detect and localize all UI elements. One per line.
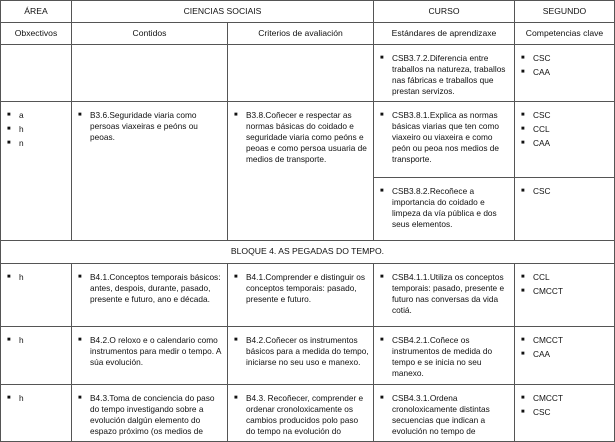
block-title: BLOQUE 4. AS PEGADAS DO TEMPO. — [1, 240, 615, 263]
column-header-contents: Contidos — [72, 23, 228, 45]
objectives-cell — [1, 263, 72, 326]
bullet-icon: ■ — [78, 111, 82, 118]
area-label: ÁREA — [1, 1, 72, 23]
contents-cell: ■ B4.1.Conceptos temporais básicos: antes, despois, durante, pasado, presente e futuro, ano e década. — [72, 263, 228, 326]
bullet-icon: ■ — [521, 273, 525, 280]
contents-cell: ■ B4.2.O reloxo e o calendario como instrumentos para medir o tempo. A súa evolución. — [72, 326, 228, 384]
column-header-objectives: Obxectivos — [1, 23, 72, 45]
bullet-icon: ■ — [7, 394, 11, 401]
bullet-icon: ■ — [7, 273, 11, 280]
bullet-icon: ■ — [380, 187, 384, 194]
column-header-row — [1, 23, 615, 45]
bullet-icon: ■ — [380, 111, 384, 118]
criteria-cell: ■ B3.8.Coñecer e respectar as normas básicas do coidado e seguridade viaria como peóns e peoas e como persoa usuaria de medios de transporte. — [228, 101, 374, 240]
list-item: ■ CSC — [521, 185, 551, 196]
bullet-icon: ■ — [521, 69, 525, 75]
list-item: ■ h — [7, 271, 24, 282]
subject-title: CIENCIAS SOCIAIS — [72, 1, 374, 23]
list-item: ■ CMCCT — [521, 392, 563, 403]
bullet-icon: ■ — [380, 55, 384, 61]
table-row — [1, 101, 615, 177]
competences-cell — [515, 101, 615, 177]
competences-cell — [515, 384, 615, 441]
bullet-icon: ■ — [521, 55, 525, 61]
contents-cell: ■ B3.6.Seguridade viaria como persoas viaxeiras e peóns ou peoas. — [72, 101, 228, 240]
objectives-cell — [1, 326, 72, 384]
bullet-icon: ■ — [521, 111, 525, 118]
bullet-icon: ■ — [7, 336, 11, 343]
list-item: ■ CSC — [521, 406, 551, 417]
list-item: ■ CMCCT — [521, 285, 563, 296]
list-item: ■ n — [7, 137, 24, 148]
table-row — [1, 263, 615, 326]
objectives-cell — [1, 101, 72, 240]
objectives-cell — [1, 45, 72, 102]
contents-cell — [72, 45, 228, 102]
bullet-icon: ■ — [521, 336, 525, 343]
block-row — [1, 240, 615, 263]
bullet-icon: ■ — [380, 273, 384, 280]
list-item: ■ CMCCT — [521, 334, 563, 345]
competences-cell — [515, 326, 615, 384]
bullet-icon: ■ — [521, 139, 525, 146]
bullet-icon: ■ — [234, 336, 238, 343]
list-item: ■ h — [7, 392, 24, 403]
bullet-icon: ■ — [7, 139, 11, 146]
bullet-icon: ■ — [78, 394, 82, 401]
bullet-icon: ■ — [521, 125, 525, 132]
competences-cell — [515, 45, 615, 102]
table-row — [1, 326, 615, 384]
list-item: ■ CCL — [521, 123, 550, 134]
list-item: ■ CAA — [521, 67, 551, 77]
bullet-icon: ■ — [521, 408, 525, 415]
criteria-cell: ■ B4.1.Comprender e distinguir os conceptos temporais: pasado, presente e futuro. — [228, 263, 374, 326]
table-row — [1, 45, 615, 102]
standards-cell: ■ CSB3.8.2.Recoñece a importancia do coidado e limpeza da vía pública e dos seus elementos. — [374, 177, 515, 240]
list-item: ■ CAA — [521, 137, 551, 148]
list-item: ■ CAA — [521, 348, 551, 359]
course-label: CURSO — [374, 1, 515, 23]
competences-cell — [515, 263, 615, 326]
criteria-cell: ■ B4.2.Coñecer os instrumentos básicos para a medida do tempo, iniciarse no seu uso e manexo. — [228, 326, 374, 384]
bullet-icon: ■ — [521, 187, 525, 194]
bullet-icon: ■ — [234, 273, 238, 280]
standards-cell: ■ CSB4.3.1.Ordena cronoloxicamente distintas secuencias que indican a evolución no tempo de — [374, 384, 515, 441]
bullet-icon: ■ — [234, 394, 238, 401]
column-header-standards: Estándares de aprendizaxe — [374, 23, 515, 45]
bullet-icon: ■ — [380, 336, 384, 343]
table-row — [1, 384, 615, 441]
bullet-icon: ■ — [521, 394, 525, 401]
bullet-icon: ■ — [380, 394, 384, 401]
criteria-cell — [228, 45, 374, 102]
standards-cell: ■ CSB4.2.1.Coñece os instrumentos de medida do tempo e se inicia no seu manexo. — [374, 326, 515, 384]
bullet-icon: ■ — [7, 125, 11, 132]
bullet-icon: ■ — [78, 336, 82, 343]
list-item: ■ CSC — [521, 109, 551, 120]
course-value: SEGUNDO — [515, 1, 615, 23]
header-row — [1, 1, 615, 23]
list-item: ■ CSC — [521, 53, 551, 63]
contents-cell: ■ B4.3.Toma de conciencia do paso do tempo investigando sobre a evolución dalgún elemento do espazo próximo (os medios de — [72, 384, 228, 441]
list-item: ■ h — [7, 123, 24, 134]
list-item: ■ a — [7, 109, 24, 120]
criteria-cell: ■ B4.3. Recoñecer, comprender e ordenar cronoloxicamente os cambios producidos polo paso do tempo na evolución do — [228, 384, 374, 441]
standards-cell: ■ CSB4.1.1.Utiliza os conceptos temporais: pasado, presente e futuro nas conversas da vida cotiá. — [374, 263, 515, 326]
bullet-icon: ■ — [234, 111, 238, 118]
column-header-competences: Competencias clave — [515, 23, 615, 45]
list-item: ■ h — [7, 334, 24, 345]
objectives-cell — [1, 384, 72, 441]
standard-text: CSB3.7.2.Diferencia entre traballos na natureza, traballos nas fábricas e traballos que prestan servizos. — [392, 53, 506, 96]
standards-cell: ■ CSB3.8.1.Explica as normas básicas viarias que ten como viaxeiro ou viaxeira e como peón ou peoa nos medios de transporte. — [374, 101, 515, 177]
competences-cell — [515, 177, 615, 240]
list-item: ■ CCL — [521, 271, 550, 282]
bullet-icon: ■ — [521, 350, 525, 357]
standards-cell — [374, 45, 515, 102]
column-header-criteria: Criterios de avaliación — [228, 23, 374, 45]
bullet-icon: ■ — [78, 273, 82, 280]
bullet-icon: ■ — [521, 287, 525, 294]
bullet-icon: ■ — [7, 111, 11, 118]
